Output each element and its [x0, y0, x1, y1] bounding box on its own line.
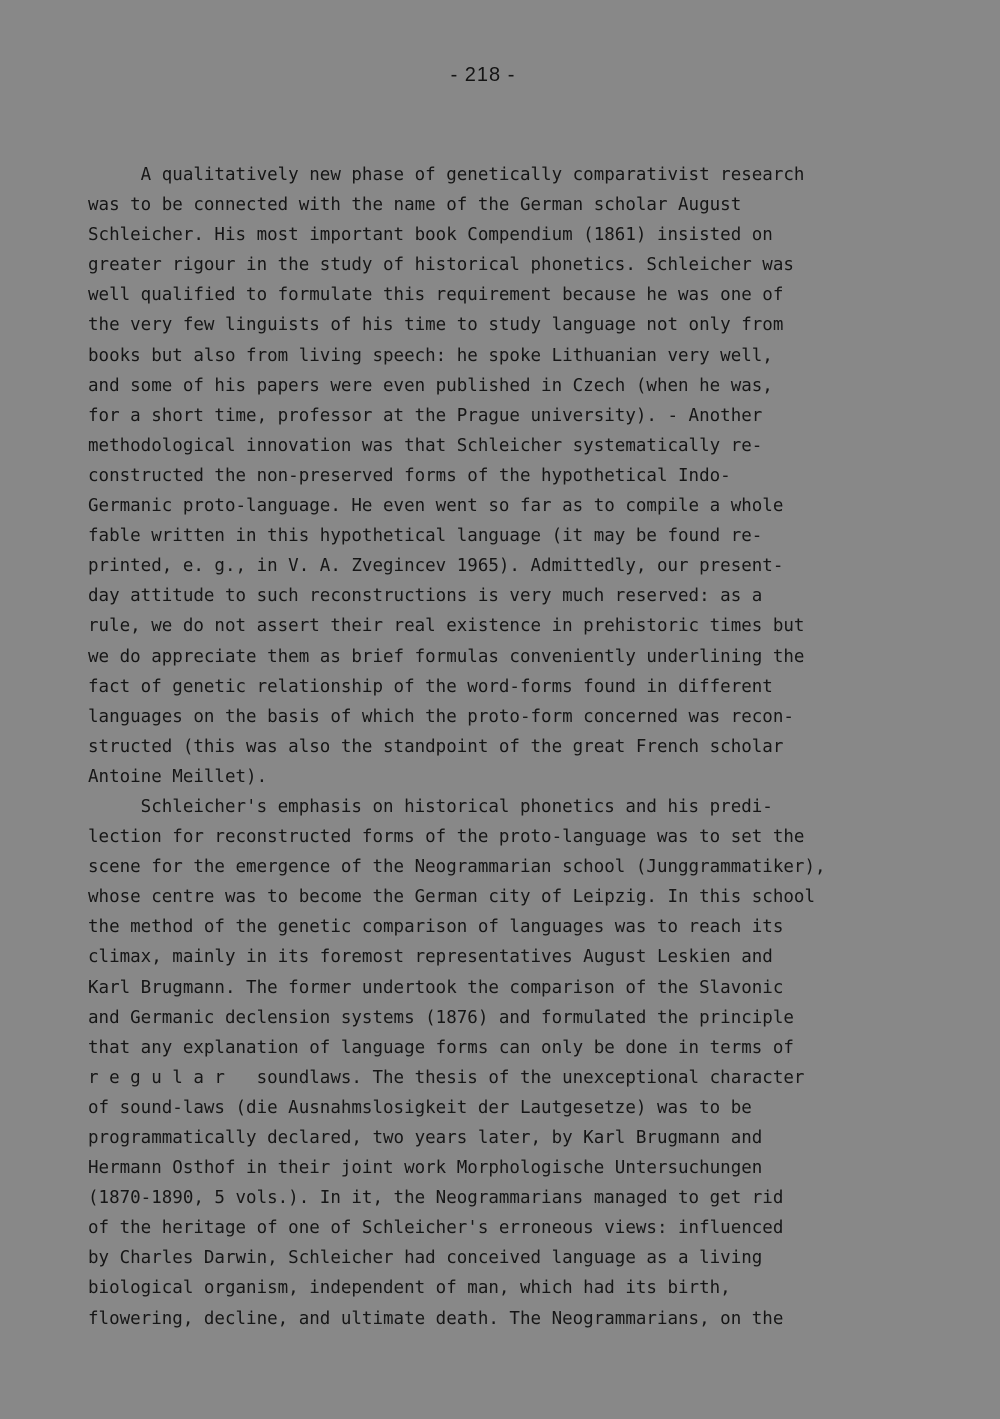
text-line: Karl Brugmann. The former undertook the comparison of the Slavonic [88, 977, 784, 998]
text-line: and some of his papers were even published in Czech (when he was, [88, 375, 773, 396]
text-line: the method of the genetic comparison of languages was to reach its [88, 917, 784, 938]
text-line: lection for reconstructed forms of the proto-language was to set the [88, 827, 805, 848]
text-line: A qualitatively new phase of genetically comparativist research [88, 165, 805, 185]
text-line: rule, we do not assert their real existence in prehistoric times but [88, 616, 805, 637]
text-line: whose centre was to become the German city of Leipzig. In this school [88, 887, 815, 908]
text-line: for a short time, professor at the Prague university). - Another [88, 405, 763, 426]
text-line: scene for the emergence of the Neogrammarian school (Junggrammatiker), [88, 857, 826, 878]
text-line: r e g u l a r soundlaws. The thesis of the unexceptional character [88, 1067, 805, 1088]
text-line: fable written in this hypothetical language (it may be found re- [88, 526, 763, 547]
text-line: (1870-1890, 5 vols.). In it, the Neogrammarians managed to get rid [88, 1188, 784, 1209]
text-line: languages on the basis of which the proto-form concerned was recon- [88, 706, 794, 727]
text-line: the very few linguists of his time to study language not only from [88, 315, 784, 336]
text-line: greater rigour in the study of historical phonetics. Schleicher was [88, 255, 794, 276]
text-line: was to be connected with the name of the German scholar August [88, 195, 742, 216]
page-number: - 218 - [450, 64, 516, 86]
text-line: Schleicher. His most important book Compendium (1861) insisted on [88, 225, 773, 246]
text-line: biological organism, independent of man, which had its birth, [88, 1278, 731, 1299]
text-line: well qualified to formulate this requirement because he was one of [88, 285, 784, 306]
text-line: structed (this was also the standpoint of the great French scholar [88, 736, 784, 757]
text-line: constructed the non-preserved forms of the hypothetical Indo- [88, 465, 731, 486]
text-line: Germanic proto-language. He even went so far as to compile a whole [88, 496, 784, 517]
text-line: climax, mainly in its foremost representatives August Leskien and [88, 947, 773, 968]
text-line: programmatically declared, two years later, by Karl Brugmann and [88, 1128, 763, 1148]
text-line: of sound-laws (die Ausnahmslosigkeit der Lautgesetze) was to be [88, 1097, 752, 1118]
text-line: by Charles Darwin, Schleicher had conceived language as a living [88, 1248, 763, 1269]
text-line: books but also from living speech: he spoke Lithuanian very well, [88, 345, 773, 366]
text-line: fact of genetic relationship of the word-forms found in different [88, 676, 773, 697]
text-line: Schleicher's emphasis on historical phonetics and his predi- [88, 796, 773, 817]
text-line: printed, e. g., in V. A. Zvegincev 1965). Admittedly, our present- [88, 556, 784, 577]
text-line: flowering, decline, and ultimate death. The Neogrammarians, on the [88, 1308, 784, 1329]
text-line: Antoine Meillet). [88, 766, 268, 787]
body-text [88, 160, 948, 1334]
text-line: we do appreciate them as brief formulas conveniently underlining the [88, 646, 805, 667]
text-line: methodological innovation was that Schleicher systematically re- [88, 435, 763, 456]
text-line: that any explanation of language forms can only be done in terms of [88, 1037, 794, 1058]
text-line: and Germanic declension systems (1876) and formulated the principle [88, 1007, 794, 1028]
text-line: Hermann Osthof in their joint work Morphologische Untersuchungen [88, 1158, 763, 1179]
text-line: day attitude to such reconstructions is very much reserved: as a [88, 586, 763, 607]
text-line: of the heritage of one of Schleicher's erroneous views: influenced [88, 1218, 784, 1239]
